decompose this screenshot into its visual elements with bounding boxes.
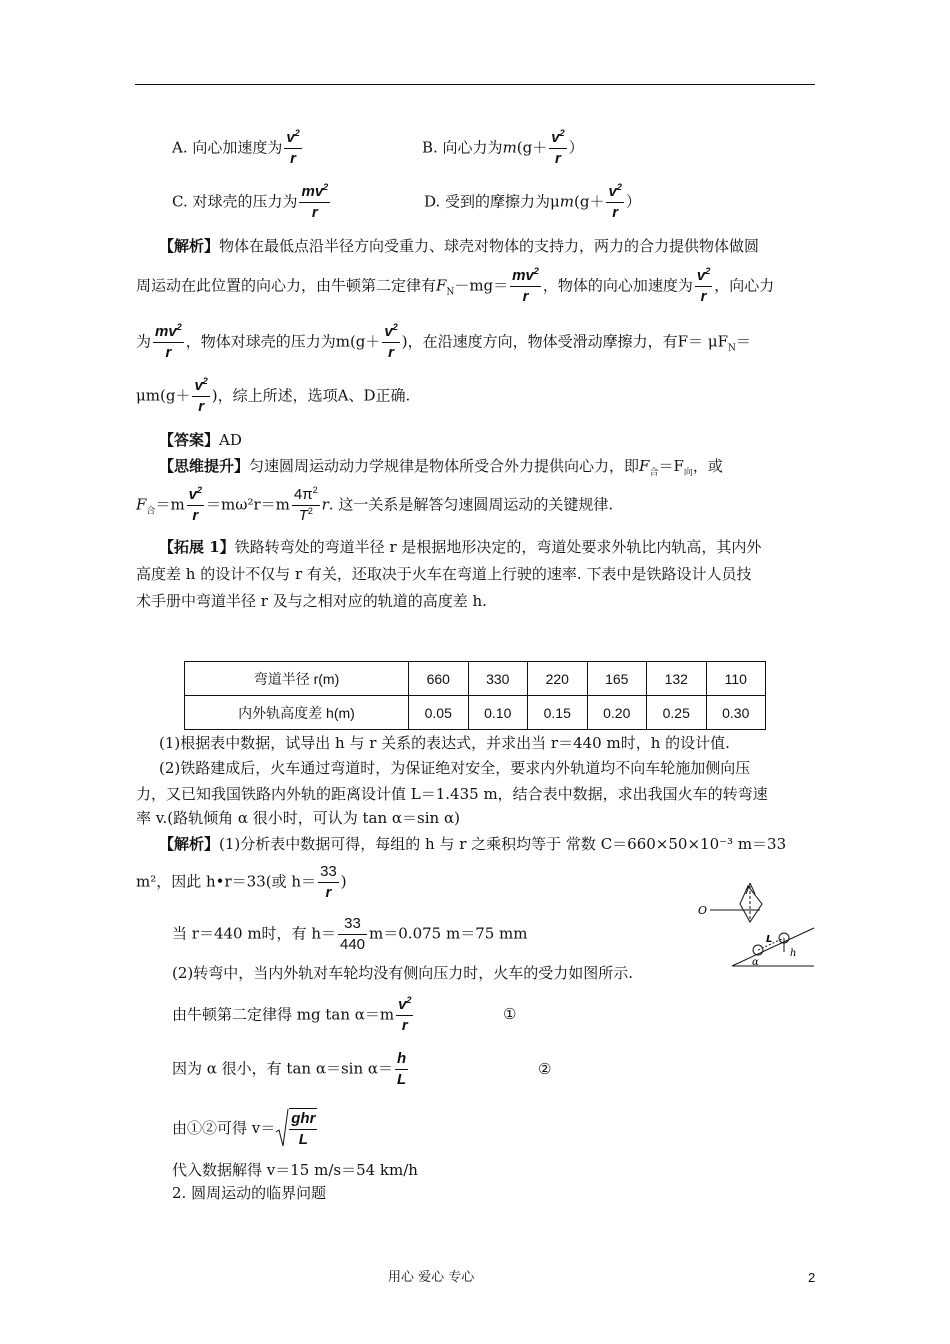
o-label: O bbox=[698, 904, 708, 917]
table-row bbox=[185, 696, 766, 730]
thinking-line1: 【思维提升】匀速圆周运动动力学规律是物体所受合外力提供向心力，即$F_合=F_向$，或 bbox=[159, 457, 723, 478]
analysis1-line3: 为 $\frac{mv^2}{r}$ ，物体对球壳的压力为m(g＋ $\frac{v^2}{r}$ )，在沿速度方向，物体受滑动摩擦力，有$F= \mu F_N=$ bbox=[136, 322, 751, 361]
analysis2-line2: m²，因此 h•r＝33(或 h＝ $\frac{33}{r}$ ) bbox=[136, 863, 347, 901]
question-2-line3: 率 v.(路轨倾角 α 很小时，可认为 tan α＝sin α) bbox=[136, 809, 460, 827]
h-label: h bbox=[790, 948, 797, 959]
question-2-line2: 力，又已知我国铁路内外轨的距离设计值 L＝1.435 m，结合表中数据，求出我国火车的转弯速 bbox=[136, 785, 768, 803]
analysis1-line2: 周运动在此位置的向心力，由牛顿第二定律有$F_N-mg=$ $\frac{mv^2}{r}$ ，物体的向心加速度为 $\frac{v^2}{r}$ ，向心力 bbox=[136, 266, 775, 305]
l-label: L bbox=[766, 934, 773, 945]
question-2-line1: (2)铁路建成后，火车通过弯道时，为保证绝对安全，要求内外轨道均不向车轮施加侧向压 bbox=[159, 759, 751, 777]
page-number: 2 bbox=[808, 1270, 816, 1285]
extension-line3: 术手册中弯道半径 r 及与之相对应的轨道的高度差 h. bbox=[136, 592, 487, 610]
analysis2-line8: 代入数据解得 v＝15 m/s＝54 km/h bbox=[172, 1161, 418, 1179]
header-rule bbox=[135, 84, 815, 85]
footer-motto: 用心 爱心 专心 bbox=[388, 1270, 475, 1285]
answer-line: 【答案】AD bbox=[159, 431, 242, 449]
analysis2-line6: 因为 α 很小，有 tan α＝sin α＝ $\frac{h}{L}$ bbox=[172, 1050, 407, 1088]
table-cell: 0.10 bbox=[468, 696, 528, 730]
analysis1-line4: μm(g＋ $\frac{v^2}{r}$ )，综上所述，选项A、D正确. bbox=[136, 376, 411, 415]
analysis1-line1: 【解析】物体在最低点沿半径方向受重力、球壳对物体的支持力，两力的合力提供物体做圆 bbox=[159, 237, 760, 255]
sqrt-expression: $\frac{\text{ghr}}{L}$ bbox=[275, 1108, 317, 1150]
table-header-height: 内外轨高度差 h(m) bbox=[185, 696, 409, 730]
table-header-radius: 弯道半径 r(m) bbox=[185, 662, 409, 696]
equation-marker-2: ② bbox=[538, 1060, 552, 1078]
section-heading: 2. 圆周运动的临界问题 bbox=[172, 1184, 327, 1202]
thinking-line2: $F_合=m$ $\frac{v^2}{r}$ ＝mω²r＝m $\frac{4\pi^2}{T^2}$ r. 这一关系是解答匀速圆周运动的关键规律. bbox=[136, 485, 614, 524]
table-cell: 330 bbox=[468, 662, 528, 696]
table-cell: 165 bbox=[587, 662, 647, 696]
analysis2-line3: 当 r＝440 m时，有 h＝ $\frac{33}{440}$ m＝0.075 m＝75 mm bbox=[172, 915, 528, 953]
table-cell: 110 bbox=[706, 662, 766, 696]
force-parallelogram bbox=[740, 886, 762, 922]
equation-marker-1: ① bbox=[503, 1005, 517, 1023]
table-cell: 660 bbox=[409, 662, 469, 696]
table-cell: 132 bbox=[647, 662, 707, 696]
incline-line bbox=[732, 928, 814, 966]
table-cell: 0.20 bbox=[587, 696, 647, 730]
alpha-label: α bbox=[752, 957, 759, 968]
analysis2-line1: 【解析】(1)分析表中数据可得，每组的 h 与 r 之乘积均等于 常数 C＝660×50×10⁻³ m＝33 bbox=[159, 835, 787, 853]
option-a: A. 向心加速度为 $\frac{v^2}{r}$ bbox=[172, 128, 300, 167]
option-d: D. 受到的摩擦力为μm(g＋ $\frac{v^2}{r}$ ） bbox=[424, 182, 641, 221]
table-cell: 0.25 bbox=[647, 696, 707, 730]
analysis2-line7: 由①②可得 v＝ $\frac{\text{ghr}}{L}$ bbox=[172, 1110, 316, 1148]
extension-line2: 高度差 h 的设计不仅与 r 有关，还取决于火车在弯道上行驶的速率. 下表中是铁路设计人员技 bbox=[136, 565, 752, 583]
table-cell: 0.05 bbox=[409, 696, 469, 730]
option-c: C. 对球壳的压力为 $\frac{mv^2}{r}$ bbox=[172, 182, 329, 221]
question-1: (1)根据表中数据，试导出 h 与 r 关系的表达式，并求出当 r＝440 m时，h 的设计值. bbox=[159, 734, 730, 752]
table-cell: 0.30 bbox=[706, 696, 766, 730]
curve-table bbox=[184, 661, 766, 730]
table-row bbox=[185, 662, 766, 696]
table-cell: 0.15 bbox=[528, 696, 588, 730]
analysis2-line4: (2)转弯中，当内外轨对车轮均没有侧向压力时，火车的受力如图所示. bbox=[172, 964, 634, 982]
table-cell: 220 bbox=[528, 662, 588, 696]
extension-line1: 【拓展 1】铁路转弯处的弯道半径 r 是根据地形决定的，弯道处要求外轨比内轨高，其内外 bbox=[159, 538, 762, 556]
train-force-diagram bbox=[698, 880, 818, 972]
analysis2-line5: 由牛顿第二定律得 mg tan α＝m $\frac{v^2}{r}$ bbox=[172, 995, 412, 1034]
option-b: B. 向心力为m(g＋ $\frac{v^2}{r}$ ） bbox=[422, 128, 584, 167]
